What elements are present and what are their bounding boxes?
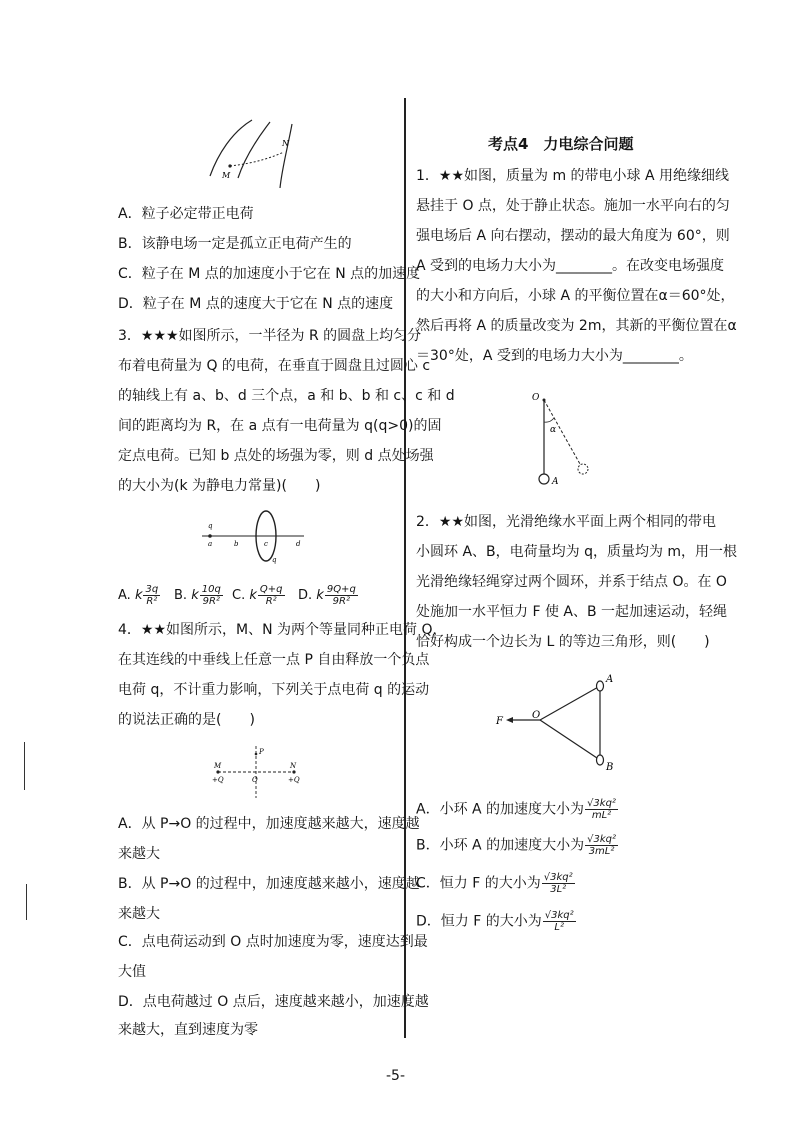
q3-option-b: B. k $\frac{10q}{\text{9R²}}$ — [174, 584, 221, 607]
label-q-point: q — [208, 522, 213, 530]
q2-option-a: A．粒子必定带正电荷 — [118, 206, 254, 222]
q4-option-d-line-2: 来越大，直到速度为零 — [118, 1022, 258, 1038]
force-arrow-head — [506, 717, 513, 723]
label-f: F — [496, 716, 503, 727]
two-charges-figure — [212, 744, 302, 802]
r-q2-line-5: 恰好构成一个边长为 L 的等边三角形，则( ) — [416, 634, 710, 650]
q4-option-a-line-1: A．从 P→O 的过程中，加速度越来越大，速度越 — [118, 816, 420, 832]
r-q1-line-2: 悬挂于 O 点，处于静止状态。施加一水平向右的匀 — [416, 198, 730, 214]
label-a: a — [208, 540, 213, 548]
q3-line-2: 布着电荷量为 Q 的电荷，在垂直于圆盘且过圆心 c — [118, 358, 431, 374]
label-plus-q-left: +Q — [212, 776, 224, 784]
q3-line-1: 3．★★★如图所示，一半径为 R 的圆盘上均匀分 — [118, 328, 422, 344]
section-title: 考点4 力电综合问题 — [488, 135, 634, 153]
label-plus-q-right: +Q — [288, 776, 300, 784]
field-line-middle — [238, 122, 270, 178]
q4-option-c-line-1: C．点电荷运动到 O 点时加速度为零，速度达到最 — [118, 934, 428, 950]
r-q1-line-5: 的大小和方向后，小球 A 的平衡位置在α＝60°处， — [416, 288, 735, 304]
field-line-right — [280, 124, 292, 188]
label-a-ring: A — [606, 674, 614, 685]
q4-line-4: 的说法正确的是( ) — [118, 712, 255, 728]
point-m — [228, 164, 231, 167]
label-b: b — [234, 540, 239, 548]
point-p-dot — [255, 753, 258, 756]
triangle-figure — [496, 668, 626, 778]
q3-line-4: 间的距离均为 R，在 a 点有一电荷量为 q(q>0)的固 — [118, 418, 442, 434]
column-divider — [404, 98, 406, 1038]
scan-mark-upper — [24, 742, 25, 790]
label-alpha: α — [550, 425, 557, 435]
r-q2-option-d: D．恒力 F 的大小为 $\frac{\text{√3kq²}}{\text{L²}}$ — [416, 910, 574, 933]
trajectory-curve — [230, 152, 284, 166]
q2-option-c: C．粒子在 M 点的加速度小于它在 N 点的加速度 — [118, 266, 421, 282]
r-q2-line-1: 2．★★如图，光滑绝缘水平面上两个相同的带电 — [416, 514, 717, 530]
r-q1-line-4: A 受到的电场力大小为________。在改变电场强度 — [416, 258, 725, 274]
r-q2-option-a: A．小环 A 的加速度大小为 $\frac{\text{√3kq²}}{\text{mL²}}$ — [416, 798, 616, 821]
label-o-center: O — [252, 776, 258, 784]
ball-deflected — [578, 464, 588, 474]
r-q2-line-2: 小圆环 A、B，电荷量均为 q，质量均为 m，用一根 — [416, 544, 738, 560]
label-p: P — [259, 748, 264, 756]
charge-m-dot — [216, 770, 219, 773]
q2-option-d: D．粒子在 M 点的速度大于它在 N 点的速度 — [118, 296, 394, 312]
q4-line-1: 4．★★如图所示，M、N 为两个等量同种正电荷 Q， — [118, 622, 447, 638]
q3-option-c: C. k $\frac{Q+q}{\text{R²}}$ — [232, 584, 283, 607]
charge-n-dot — [292, 770, 295, 773]
q3-option-d: D. k $\frac{9Q+q}{\text{9R²}}$ — [298, 584, 356, 607]
label-d: d — [296, 540, 301, 548]
r-q2-option-c: C．恒力 F 的大小为 $\frac{\text{√3kq²}}{\text{3L²}}$ — [416, 872, 573, 895]
label-o-pivot: O — [532, 393, 540, 403]
r-q1-line-1: 1．★★如图，质量为 m 的带电小球 A 用绝缘细线 — [416, 168, 730, 184]
q3-line-5: 定点电荷。已知 b 点处的场强为零，则 d 点处场强 — [118, 448, 434, 464]
q2-option-b: B．该静电场一定是孤立正电荷产生的 — [118, 236, 352, 252]
field-line-left — [210, 120, 252, 176]
label-m: M — [222, 171, 231, 180]
ring-a — [597, 681, 604, 691]
page-number: -5- — [386, 1068, 406, 1084]
q3-line-3: 的轴线上有 a、b、d 三个点，a 和 b、b 和 c、c 和 d — [118, 388, 455, 404]
q4-line-2: 在其连线的中垂线上任意一点 P 自由释放一个负点 — [118, 652, 430, 668]
label-o-knot: O — [532, 710, 541, 721]
ball-a — [539, 474, 549, 484]
label-c: c — [264, 540, 268, 548]
q4-line-3: 电荷 q，不计重力影响，下列关于点电荷 q 的运动 — [118, 682, 430, 698]
r-q1-line-6: 然后再将 A 的质量改变为 2m，其新的平衡位置在α — [416, 318, 737, 334]
q4-option-c-line-2: 大值 — [118, 964, 146, 980]
label-q-disk: q — [272, 556, 277, 564]
q3-option-a: A. k $\frac{3q}{\text{R²}}$ — [118, 584, 159, 607]
q4-option-b-line-2: 来越大 — [118, 906, 160, 922]
ring-b — [597, 755, 604, 765]
angle-arc — [544, 418, 554, 422]
q4-option-a-line-2: 来越大 — [118, 846, 160, 862]
q3-line-6: 的大小为(k 为静电力常量)( ) — [118, 478, 321, 494]
label-m-charge: M — [214, 762, 222, 770]
rope-ob — [540, 720, 600, 760]
r-q1-line-3: 强电场后 A 向右摆动，摆动的最大角度为 60°，则 — [416, 228, 730, 244]
pendulum-figure — [532, 390, 612, 490]
label-n: N — [282, 139, 289, 148]
q4-option-d-line-1: D．点电荷越过 O 点后，速度越来越小，加速度越 — [118, 994, 429, 1010]
field-lines-figure — [204, 118, 314, 193]
r-q2-option-b: B．小环 A 的加速度大小为 $\frac{\text{√3kq²}}{\text{3mL²}}$ — [416, 834, 616, 857]
r-q1-line-7: ＝30°处，A 受到的电场力大小为________。 — [416, 348, 693, 364]
label-b-ring: B — [606, 762, 614, 773]
point-charge-q — [208, 534, 212, 538]
label-n-charge: N — [290, 762, 297, 770]
r-q2-line-3: 光滑绝缘轻绳穿过两个圆环，并系于结点 O。在 O — [416, 574, 727, 590]
disk-axis-figure — [200, 506, 310, 566]
rope-oa — [540, 686, 600, 720]
scan-mark-lower — [26, 884, 27, 920]
q4-option-b-line-1: B．从 P→O 的过程中，加速度越来越小，速度越 — [118, 876, 420, 892]
r-q2-line-4: 处施加一水平恒力 F 使 A、B 一起加速运动，轻绳 — [416, 604, 728, 620]
label-a-ball: A — [552, 477, 559, 487]
